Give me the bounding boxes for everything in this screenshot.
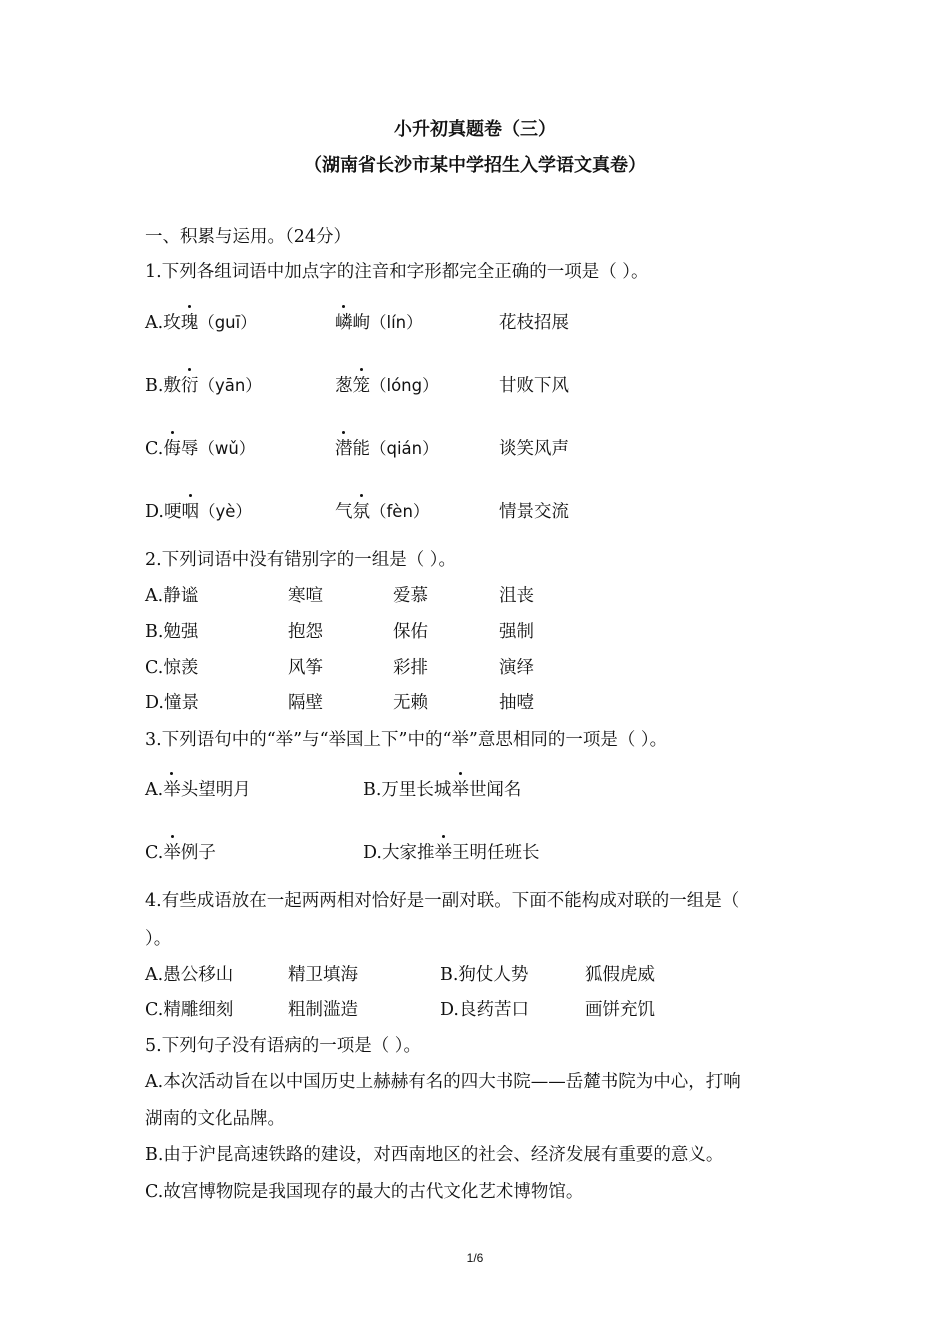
q5-option-b: B.由于沪昆高速铁路的建设，对西南地区的社会、经济发展有重要的意义。: [145, 1145, 724, 1165]
q1-option-word3: 谈笑风声: [499, 439, 569, 459]
q5-option-a-line2: 湖南的文化品牌。: [145, 1109, 285, 1129]
q2-cell: 抽噎: [499, 693, 534, 713]
q4-cell: A.愚公移山: [145, 965, 234, 985]
section-heading: 一、积累与运用。（24分）: [145, 227, 352, 247]
emphasis-dot-char: 氛: [352, 502, 370, 522]
q3-option-a: A.举头望明月: [145, 780, 251, 800]
q4-cell: D.良药苦口: [440, 1000, 529, 1020]
q2-cell: D.憧景: [145, 693, 199, 713]
q4-cell: 画饼充饥: [585, 1000, 655, 1020]
emphasis-dot-char: 咽: [181, 502, 199, 522]
q1-option-word2: 嶙峋（lín）: [335, 313, 423, 333]
q2-cell: 演绎: [499, 658, 534, 678]
q1-option-word1: C.侮辱（wǔ）: [145, 439, 256, 459]
q4-cell: 精卫填海: [288, 965, 358, 985]
q4-cell: 狐假虎威: [585, 965, 655, 985]
q2-cell: B.勉强: [145, 622, 199, 642]
q2-cell: 彩排: [393, 658, 428, 678]
q4-cell: 粗制滥造: [288, 1000, 358, 1020]
q2-cell: 寒喧: [288, 586, 323, 606]
q2-cell: 保佑: [393, 622, 428, 642]
q1-option-word3: 情景交流: [499, 502, 569, 522]
emphasis-dot-char: 举: [451, 780, 469, 800]
q4-cell: C.精雕细刻: [145, 1000, 234, 1020]
q2-cell: 抱怨: [288, 622, 323, 642]
emphasis-dot-char: 举: [163, 843, 181, 863]
q5-option-a-line1: A.本次活动旨在以中国历史上赫赫有名的四大书院——岳麓书院为中心，打响: [145, 1072, 741, 1092]
q1-option-word1: D.哽咽（yè）: [145, 502, 252, 522]
q1-option-word1: B.敷衍（yān）: [145, 376, 262, 396]
q2-cell: A.静谧: [145, 586, 199, 606]
q3-option-d: D.大家推举王明任班长: [363, 843, 540, 863]
q2-cell: 风筝: [288, 658, 323, 678]
emphasis-dot-char: 举: [434, 843, 452, 863]
q1-stem: 1.下列各组词语中加点字的注音和字形都完全正确的一项是（ ）。: [145, 262, 649, 282]
emphasis-dot-char: 瑰: [180, 313, 199, 333]
q2-cell: 隔壁: [288, 693, 323, 713]
q1-option-word1: A.玫瑰（guī）: [145, 313, 257, 333]
emphasis-dot-char: 嶙: [335, 313, 353, 333]
q2-cell: C.惊羡: [145, 658, 199, 678]
q3-stem: 3.下列语句中的“举”与“举国上下”中的“举”意思相同的一项是（ ）。: [145, 730, 668, 750]
emphasis-dot-char: 潜: [335, 439, 353, 459]
q4-stem-line2: ）。: [145, 929, 172, 949]
q4-stem-line1: 4.有些成语放在一起两两相对恰好是一副对联。下面不能构成对联的一组是（: [145, 891, 740, 911]
emphasis-dot-char: 笼: [352, 376, 370, 396]
q2-stem: 2.下列词语中没有错别字的一组是（ ）。: [145, 550, 457, 570]
q2-cell: 沮丧: [499, 586, 534, 606]
q2-cell: 无赖: [393, 693, 428, 713]
q2-cell: 强制: [499, 622, 534, 642]
q4-cell: B.狗仗人势: [440, 965, 529, 985]
emphasis-dot-char: 侮: [163, 439, 181, 459]
q5-option-c: C.故宫博物院是我国现存的最大的古代文化艺术博物馆。: [145, 1182, 584, 1202]
q1-option-word2: 潜能（qián）: [335, 439, 439, 459]
q2-cell: 爱慕: [393, 586, 428, 606]
q1-option-word3: 甘败下风: [499, 376, 569, 396]
page-number: 1/6: [466, 1251, 484, 1265]
q1-option-word2: 葱笼（lóng）: [335, 376, 439, 396]
q3-option-c: C.举例子: [145, 843, 216, 863]
page-title: 小升初真题卷（三）: [394, 119, 556, 140]
q1-option-word3: 花枝招展: [499, 313, 569, 333]
emphasis-dot-char: 衍: [180, 376, 199, 396]
q5-stem: 5.下列句子没有语病的一项是（ ）。: [145, 1036, 422, 1056]
q3-option-b: B.万里长城举世闻名: [363, 780, 522, 800]
page-subtitle: （湖南省长沙市某中学招生入学语文真卷）: [304, 155, 646, 176]
q1-option-word2: 气氛（fèn）: [335, 502, 430, 522]
emphasis-dot-char: 举: [163, 780, 181, 800]
